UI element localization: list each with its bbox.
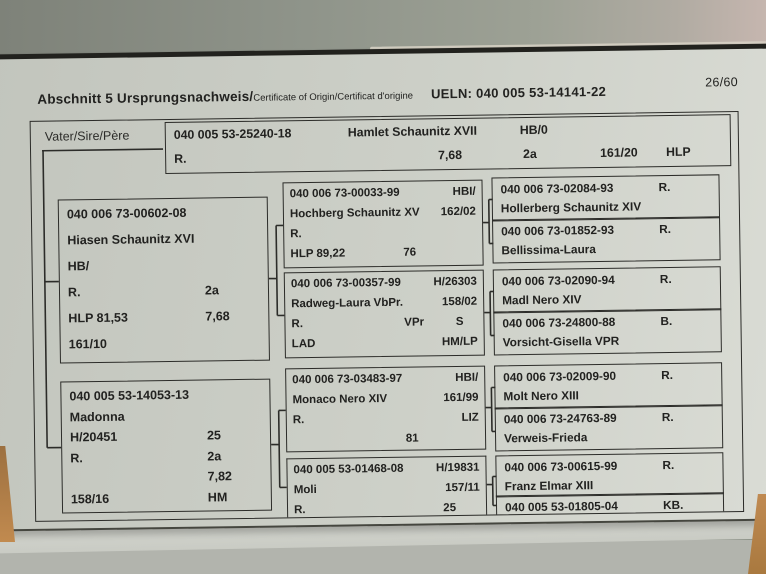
document-header	[37, 83, 606, 109]
line-left: 040 006 73-03483-97	[292, 372, 403, 387]
horse-suffix: R.	[659, 271, 672, 287]
pedigree-line	[286, 336, 484, 359]
horse-name: Madl Nero XIV	[502, 292, 582, 308]
line-right: HBI/	[452, 185, 476, 199]
horse-name: Monaco Nero XIV	[292, 392, 388, 407]
gen4-box-2	[492, 216, 721, 263]
gen4-box-3	[493, 266, 722, 313]
line-right: S	[455, 315, 464, 329]
horse-suffix: R.	[662, 457, 675, 473]
pedigree-line	[288, 502, 486, 522]
gen4-box-4	[493, 308, 722, 355]
gen4-box-7	[495, 452, 724, 497]
pedigree-line	[60, 257, 268, 286]
gen4-box-6	[495, 404, 724, 451]
horse-name: Madonna	[69, 409, 125, 424]
horse-name: Bellissima-Laura	[501, 242, 596, 258]
pedigree-line	[61, 335, 269, 364]
line-left: 040 006 73-00602-08	[66, 205, 187, 222]
pedigree-line	[286, 372, 484, 395]
line-mid: 76	[403, 246, 417, 259]
sire-studbook: HB/0	[519, 122, 548, 138]
line-mid: VPr	[404, 316, 425, 329]
line-value: 25	[206, 428, 222, 443]
pedigree-line	[287, 462, 485, 485]
horse-name: Radweg-Laura VbPr.	[291, 296, 404, 311]
pedigree-line	[285, 316, 483, 339]
horse-name: Vorsicht-Gisella VPR	[502, 333, 620, 350]
gen3-box-3	[285, 366, 486, 453]
gen4-box-1	[491, 174, 720, 221]
line-left: HLP 81,53	[68, 310, 128, 326]
line-left: R.	[67, 285, 81, 300]
line-value: 7,68	[205, 309, 230, 324]
horse-id: 040 005 53-01805-04	[504, 498, 618, 515]
line-mid: 81	[405, 432, 419, 445]
pedigree-line	[62, 448, 270, 471]
father-label: Vater/Sire/Père	[44, 128, 130, 144]
gen2-box-sire-of-sire	[58, 197, 270, 364]
pedigree-line	[285, 296, 483, 319]
line-right: HBI/	[455, 371, 479, 385]
ueln-number: UELN: 040 005 53-14141-22	[430, 83, 607, 102]
line-right: LIZ	[461, 411, 479, 424]
pedigree-line	[63, 489, 271, 512]
line-left: R.	[293, 504, 306, 517]
horse-id: 040 006 73-01852-93	[501, 222, 615, 239]
horse-suffix: R.	[659, 221, 672, 237]
pedigree-line	[284, 226, 482, 249]
pedigree-line	[284, 206, 482, 229]
pedigree-line	[287, 412, 485, 435]
line-left: HLP 89,22	[290, 247, 346, 261]
horse-id: 040 006 73-02009-90	[503, 368, 617, 385]
horse-suffix: R.	[661, 409, 674, 425]
pedigree-line	[495, 332, 721, 354]
horse-name: Verweis-Frieda	[503, 430, 588, 446]
pedigree-line	[63, 469, 271, 492]
line-left: R.	[290, 228, 302, 241]
sire-score: 7,68	[438, 147, 463, 163]
horse-id: 040 006 73-24763-89	[503, 410, 617, 427]
line-right: 25	[443, 502, 457, 515]
sire-id: 040 005 53-25240-18	[173, 126, 292, 142]
horse-name: Molt Nero XIII	[503, 388, 579, 404]
line-left: H/20451	[69, 429, 118, 445]
pedigree-line	[59, 205, 267, 234]
line-left: HB/	[67, 259, 90, 274]
line-right: 161/99	[443, 391, 479, 405]
line-right: H/19831	[435, 461, 480, 475]
horse-suffix: R.	[658, 179, 671, 195]
gen3-box-4	[286, 456, 487, 518]
line-left: 040 006 73-00357-99	[290, 276, 401, 291]
horse-name: Hochberg Schaunitz XV	[289, 206, 420, 221]
line-left: LAD	[291, 337, 316, 351]
gen4-box-8	[496, 492, 724, 519]
gen3-box-1	[282, 180, 483, 269]
horse-suffix: KB.	[662, 497, 684, 513]
line-right: 158/02	[441, 295, 478, 309]
pedigree-line	[284, 246, 482, 269]
pedigree-line	[496, 428, 722, 450]
line-right: H/26303	[433, 275, 477, 289]
page-number: 26/60	[705, 75, 739, 90]
sire-measure: 161/20	[600, 145, 638, 160]
line-right: 157/11	[445, 481, 480, 495]
line-value: 2a	[207, 448, 222, 463]
horse-name: Franz Elmar XIII	[504, 478, 594, 494]
pedigree-line	[62, 428, 270, 451]
sire-brand: R.	[174, 151, 187, 166]
horse-id: 040 006 73-02084-93	[500, 180, 614, 197]
certificate-page	[0, 49, 766, 532]
horse-id: 040 006 73-24800-88	[502, 314, 616, 331]
line-value: 2a	[204, 283, 219, 298]
horse-suffix: B.	[660, 313, 673, 329]
pedigree-line	[60, 283, 268, 312]
line-value: 7,82	[207, 469, 233, 484]
horse-id: 040 006 73-00615-99	[504, 458, 618, 475]
line-left: 158/16	[70, 491, 110, 506]
line-left: 161/10	[68, 336, 108, 352]
pedigree-line	[497, 497, 723, 519]
sire-name: Hamlet Schaunitz XVII	[347, 123, 478, 140]
pedigree-line	[61, 387, 269, 410]
line-left: R.	[291, 318, 304, 331]
line-left: 040 006 73-00033-99	[289, 186, 400, 201]
gen2-box-dam-of-sire	[60, 379, 272, 514]
horse-name: Moli	[293, 483, 317, 497]
line-right: 162/02	[440, 205, 476, 219]
pedigree-outer-box	[30, 111, 745, 522]
sire-grade: 2a	[523, 146, 537, 162]
line-value: HM	[207, 489, 228, 504]
pedigree-line	[59, 231, 267, 260]
horse-name: Hiasen Schaunitz XVI	[67, 231, 195, 248]
gen3-box-2	[284, 270, 485, 359]
line-left: 040 005 53-01468-08	[293, 462, 404, 477]
sire-box	[165, 114, 732, 174]
gen4-box-5	[494, 362, 723, 409]
section-subtitle: Certificate of Origin/Certificat d'origine	[253, 90, 414, 104]
section-title: Abschnitt 5 Ursprungsnachweis/	[37, 88, 254, 107]
horse-id: 040 006 73-02090-94	[501, 272, 615, 289]
line-left: R.	[70, 450, 83, 465]
pedigree-line	[287, 432, 485, 455]
horse-name: Hollerberg Schaunitz XIV	[500, 199, 642, 216]
line-left: 040 005 53-14053-13	[69, 387, 190, 404]
pedigree-line	[60, 309, 268, 338]
pedigree-line	[286, 392, 484, 415]
line-left: R.	[292, 414, 305, 427]
pedigree-line	[288, 482, 486, 505]
pedigree-line	[62, 407, 270, 430]
horse-suffix: R.	[661, 367, 674, 383]
pedigree-line	[493, 240, 719, 262]
pedigree-line	[284, 186, 482, 209]
pedigree-line	[285, 276, 483, 299]
sire-test: HLP	[666, 144, 691, 160]
line-right: HM/LP	[441, 335, 478, 349]
